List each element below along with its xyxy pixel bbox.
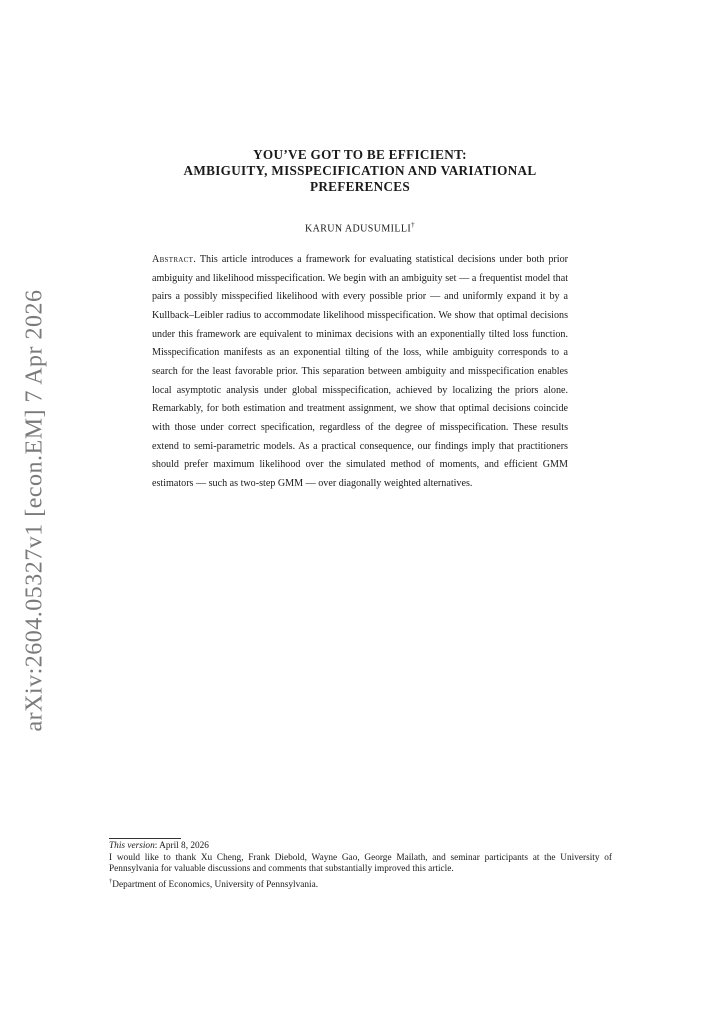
- abstract-label: Abstract.: [152, 254, 197, 265]
- affiliation-note: [109, 876, 612, 892]
- version-note: [109, 841, 612, 853]
- arxiv-identifier-text: arXiv:2604.05327v1 [econ.EM] 7 Apr 2026: [21, 288, 48, 732]
- version-label: This version: [109, 841, 155, 851]
- author-line: [120, 221, 600, 234]
- author-footnote-mark: †: [411, 221, 416, 229]
- version-date: : April 8, 2026: [154, 841, 209, 851]
- title-line-3: PREFERENCES: [309, 179, 411, 194]
- affiliation-text: Department of Economics, University of Pennsylvania.: [112, 880, 319, 891]
- paper-title: [120, 147, 600, 195]
- affiliation-mark: †: [109, 878, 113, 886]
- footnotes: [109, 841, 612, 892]
- arxiv-identifier-stamp: [10, 290, 60, 730]
- author-name: KARUN ADUSUMILLI: [304, 223, 412, 235]
- footnote-rule: [109, 838, 181, 839]
- title-line-2: AMBIGUITY, MISSPECIFICATION AND VARIATIONAL: [183, 163, 537, 178]
- abstract: [152, 251, 568, 494]
- title-line-1: YOU’VE GOT TO BE EFFICIENT:: [253, 147, 467, 162]
- abstract-text: This article introduces a framework for evaluating statistical decisions under both prior ambiguity and likelihood misspecification. We begin with an ambiguity set — a frequentist model that pairs a possibly misspecified likelihood with every possible prior — and uniformly expand it by a Kullback–Leibler radius to accommodate likelihood misspecification. We show that optimal decisions under this framework are equivalent to minimax decisions with an exponentially tilted loss function. Misspecification manifests as an exponential tilting of the loss, while ambiguity corresponds to a search for the least favorable prior. This separation between ambiguity and misspecification enables local asymptotic analysis under global misspecification, achieved by localizing the priors alone. Remarkably, for both estimation and treatment assignment, we show that optimal decisions coincide with those under correct specification, regardless of the degree of misspecification. These results extend to semi-parametric models. As a practical consequence, our findings imply that practitioners should prefer maximum likelihood over the simulated method of moments, and efficient GMM estimators — such as two-step GMM — over diagonally weighted alternatives.: [152, 254, 568, 489]
- acknowledgment-note: I would like to thank Xu Cheng, Frank Diebold, Wayne Gao, George Mailath, and seminar participants at the University of Pennsylvania for valuable discussions and comments that substantially improved this article.: [109, 852, 612, 875]
